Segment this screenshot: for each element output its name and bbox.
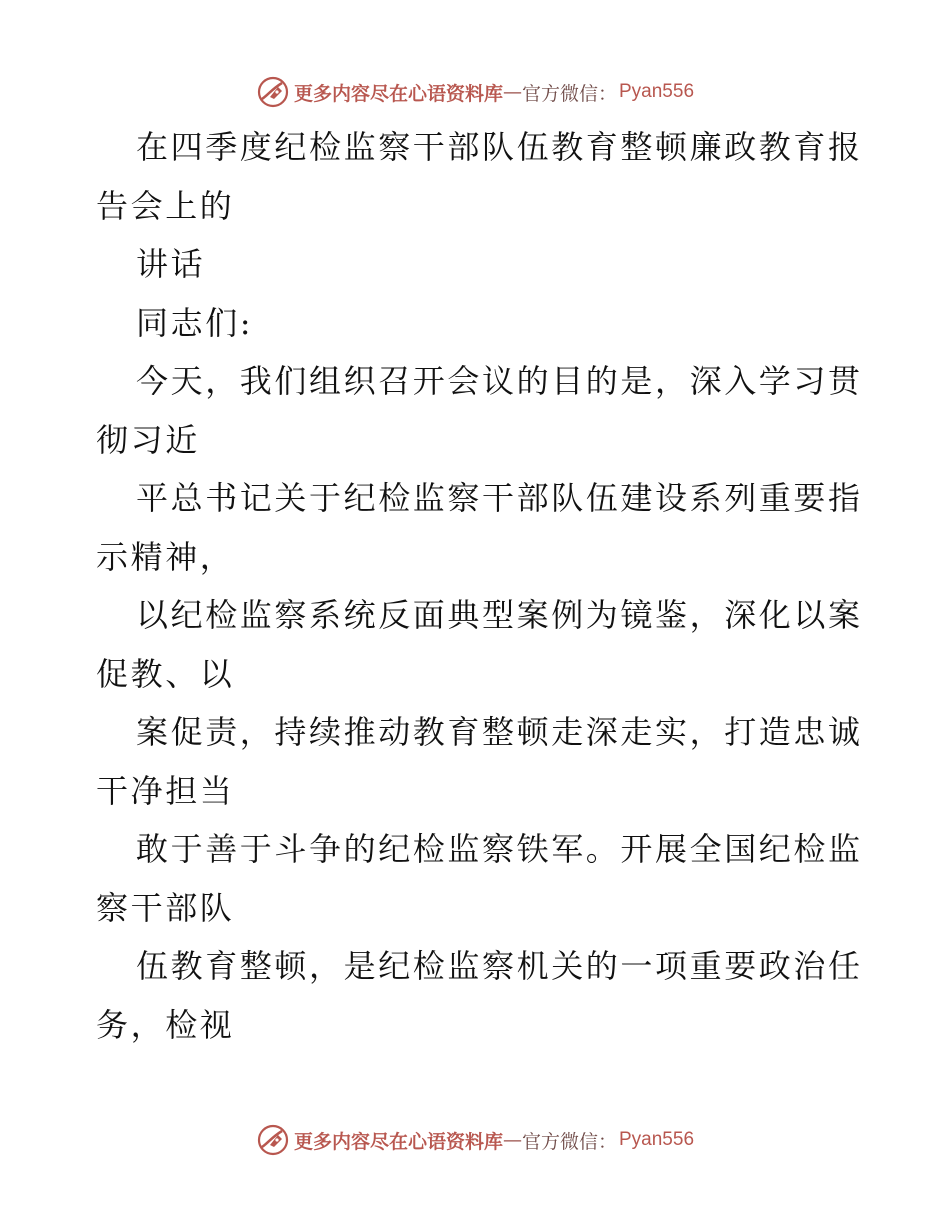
banner-wechat-label: 官方微信： [521, 82, 617, 105]
body-line-5: 今天，我们组织召开会议的目的是，深入学习贯 [136, 362, 863, 400]
body-line-9: 以纪检监察系统反面典型案例为镜鉴，深化以案 [136, 596, 863, 634]
pen-nib-logo-icon [256, 75, 290, 109]
body-line-7: 平总书记关于纪检监察干部队伍建设系列重要指 [136, 479, 863, 517]
banner-wechat-label: 官方微信： [521, 1130, 617, 1153]
banner-dash: — [502, 1129, 522, 1151]
banner-dash: — [502, 81, 522, 103]
banner-wechat-id: Pyan556 [619, 81, 695, 102]
banner-brand-text: 更多内容尽在心语资料库 [293, 82, 503, 105]
body-line-11: 案促责，持续推动教育整顿走深走实，打造忠诚 [136, 713, 863, 751]
banner-wechat-id: Pyan556 [619, 1129, 695, 1150]
body-line-2: 告会上的 [96, 186, 235, 225]
body-line-10: 促教、以 [96, 654, 235, 693]
footer-banner [0, 1120, 950, 1160]
body-line-12: 干净担当 [96, 771, 235, 810]
pen-nib-logo-icon [256, 1123, 290, 1157]
header-banner [0, 72, 950, 112]
body-line-4: 同志们: [136, 303, 254, 342]
document-body [96, 118, 863, 1054]
body-line-14: 察干部队 [96, 888, 235, 927]
body-line-3: 讲话 [136, 245, 206, 283]
body-line-6: 彻习近 [96, 420, 200, 459]
body-line-15: 伍教育整顿，是纪检监察机关的一项重要政治任 [136, 947, 863, 985]
body-line-8: 示精神， [96, 537, 235, 576]
body-line-1: 在四季度纪检监察干部队伍教育整顿廉政教育报 [136, 128, 863, 166]
body-line-16: 务，检视 [96, 1005, 235, 1044]
body-line-13: 敢于善于斗争的纪检监察铁军。开展全国纪检监 [136, 830, 863, 868]
banner-brand-text: 更多内容尽在心语资料库 [293, 1130, 503, 1153]
